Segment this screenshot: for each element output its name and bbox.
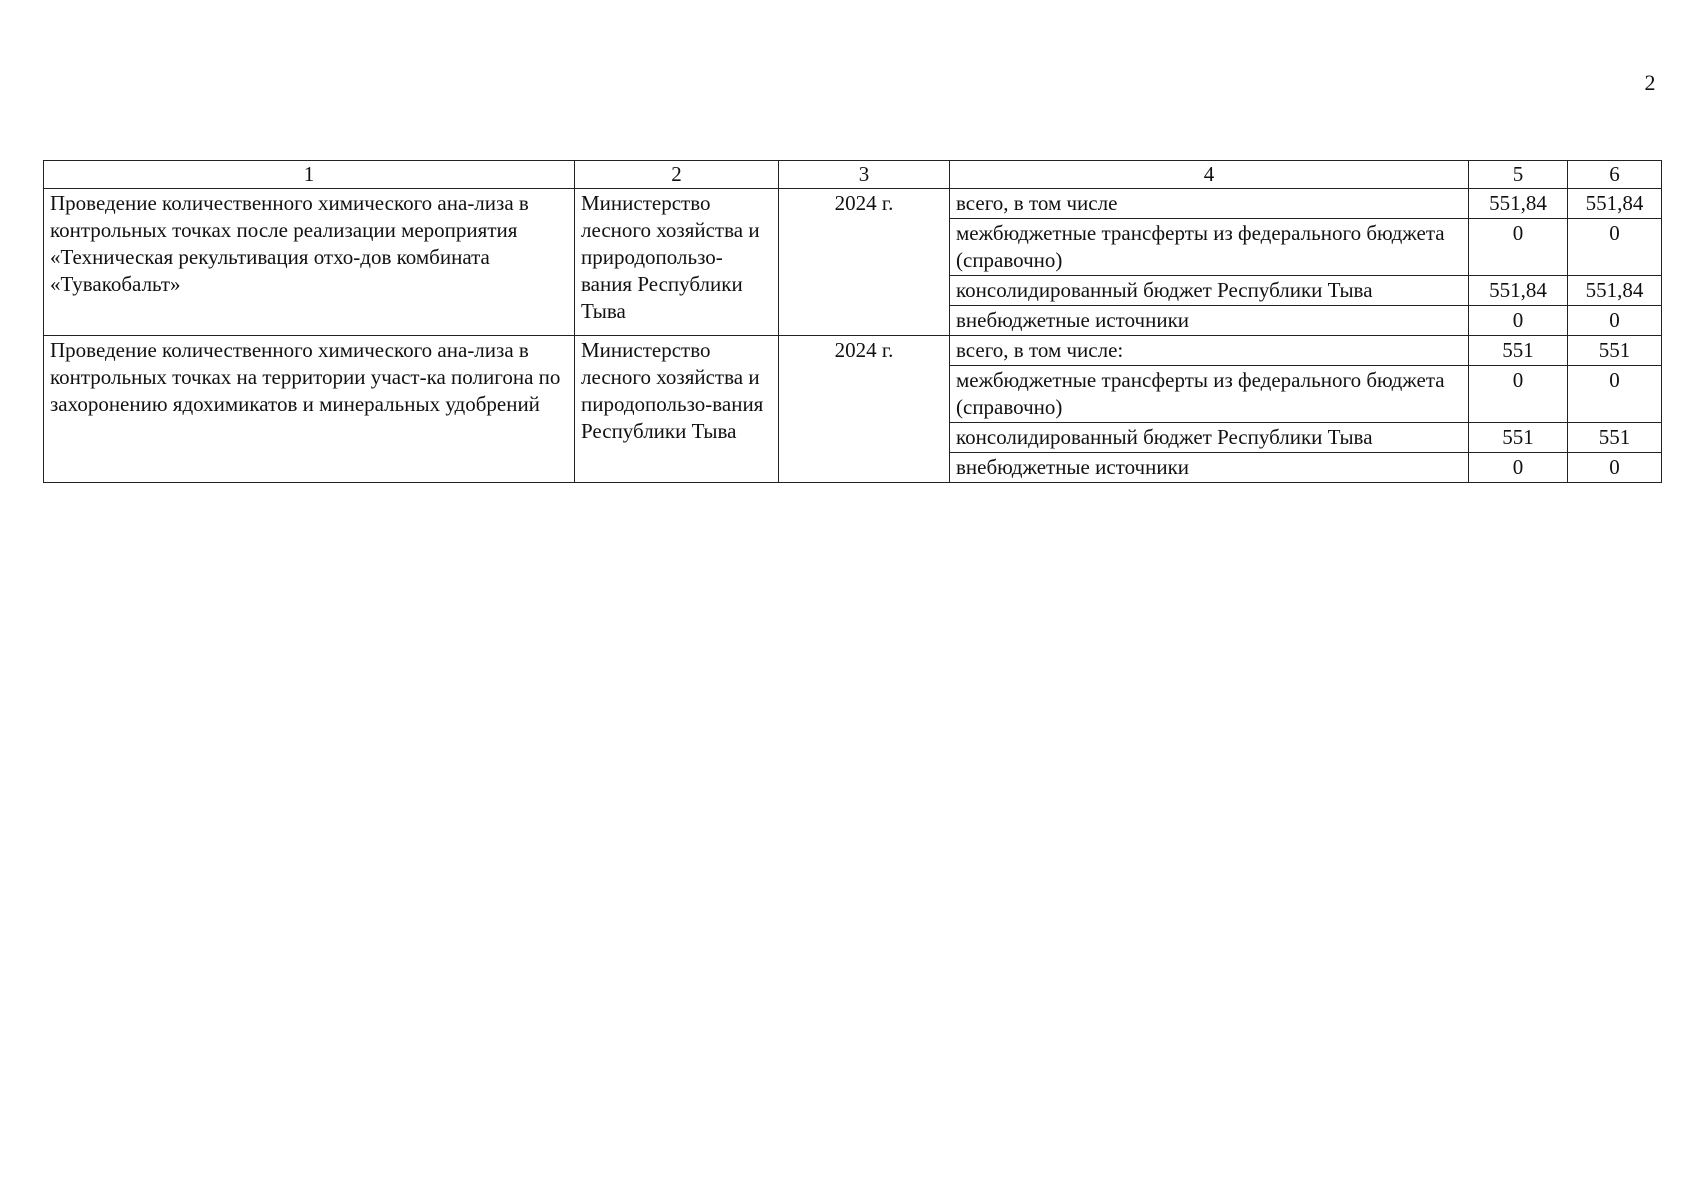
header-row (44, 161, 1662, 189)
value-col-6: 551,84 (1568, 189, 1662, 219)
source-label: внебюджетные источники (950, 306, 1469, 336)
page-number: 2 (1644, 70, 1656, 95)
executor-cell: Министерство лесного хозяйства и пиродопользо-вания Республики Тыва (575, 336, 779, 483)
source-label: всего, в том числе: (950, 336, 1469, 366)
value-col-5: 0 (1469, 219, 1568, 276)
value-col-5: 551,84 (1469, 189, 1568, 219)
budget-table (43, 160, 1662, 483)
value-col-6: 0 (1568, 366, 1662, 423)
value-col-5: 551,84 (1469, 276, 1568, 306)
value-col-6: 0 (1568, 453, 1662, 483)
executor-cell: Министерство лесного хозяйства и природопользо-вания Республики Тыва (575, 189, 779, 336)
value-col-6: 551,84 (1568, 276, 1662, 306)
source-label: внебюджетные источники (950, 453, 1469, 483)
header-col-4: 4 (950, 161, 1469, 189)
header-col-3: 3 (779, 161, 950, 189)
value-col-6: 0 (1568, 219, 1662, 276)
value-col-5: 551 (1469, 423, 1568, 453)
source-label: межбюджетные трансферты из федерального бюджета (справочно) (950, 219, 1469, 276)
year-cell: 2024 г. (779, 336, 950, 483)
value-col-6: 551 (1568, 423, 1662, 453)
source-label: консолидированный бюджет Республики Тыва (950, 276, 1469, 306)
header-col-2: 2 (575, 161, 779, 189)
value-col-6: 551 (1568, 336, 1662, 366)
source-label: межбюджетные трансферты из федерального бюджета (справочно) (950, 366, 1469, 423)
value-col-5: 0 (1469, 453, 1568, 483)
value-col-5: 0 (1469, 306, 1568, 336)
value-col-5: 0 (1469, 366, 1568, 423)
source-label: консолидированный бюджет Республики Тыва (950, 423, 1469, 453)
header-col-5: 5 (1469, 161, 1568, 189)
table-row (44, 189, 1662, 219)
event-cell: Проведение количественного химического ана-лиза в контрольных точках на территории участ-ка полигона по захоронению ядохимикатов и минеральных удобрений (44, 336, 575, 483)
year-cell: 2024 г. (779, 189, 950, 336)
value-col-6: 0 (1568, 306, 1662, 336)
source-label: всего, в том числе (950, 189, 1469, 219)
event-cell: Проведение количественного химического ана-лиза в контрольных точках после реализации мероприятия «Техническая рекультивация отхо-дов комбината «Тувакобальт» (44, 189, 575, 336)
header-col-6: 6 (1568, 161, 1662, 189)
table-row (44, 336, 1662, 366)
value-col-5: 551 (1469, 336, 1568, 366)
header-col-1: 1 (44, 161, 575, 189)
